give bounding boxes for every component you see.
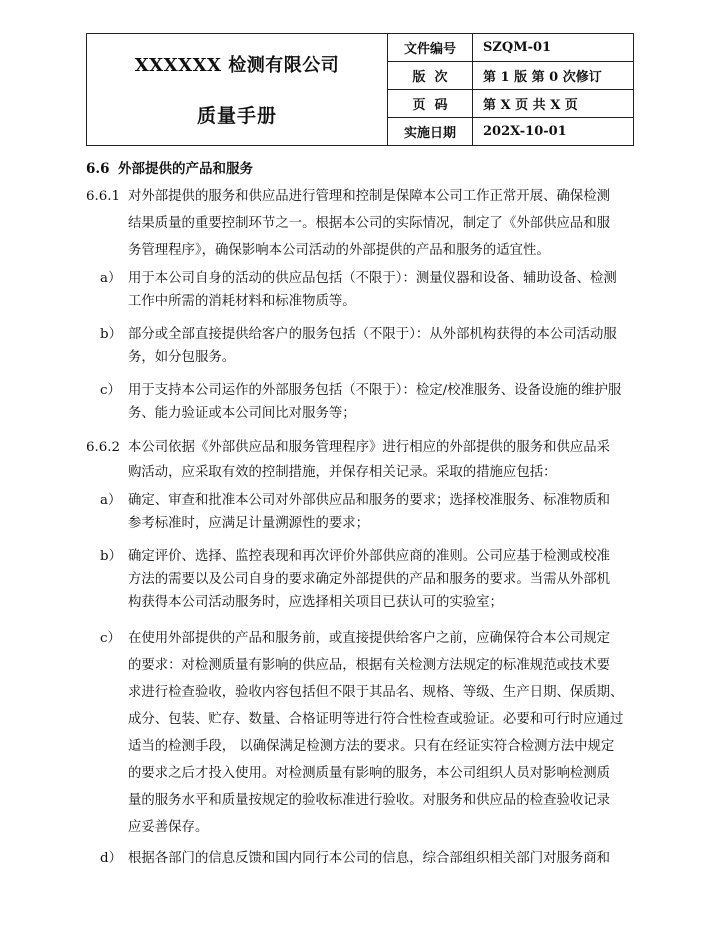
list-item-line: 务，如分包服务。	[128, 350, 236, 365]
list-item-line: 工作中所需的消耗材料和标准物质等。	[128, 294, 356, 309]
list-item-line: 的要求：对检测质量有影响的供应品，根据有关检测方法规定的标准规范或技术要	[128, 658, 611, 673]
section-number: 6.6	[86, 161, 110, 177]
paragraph-line: 购活动，应采取有效的控制措施，并保存相关记录。采取的措施应包括：	[128, 465, 557, 480]
list-marker: c）	[100, 631, 121, 646]
list-item-line: 适当的检测手段， 以确保满足检测方法的要求。只有在经证实符合检测方法中规定	[128, 739, 615, 754]
list-marker: c）	[100, 383, 121, 398]
list-item-line: 在使用外部提供的产品和服务前，或直接提供给客户之前，应确保符合本公司规定	[128, 631, 611, 646]
list-item-line: 的要求之后才投入使用。对检测质量有影响的服务，本公司组织人员对影响检测质	[128, 766, 611, 781]
edition-label: 版 次	[388, 62, 473, 90]
effective-date-label: 实施日期	[388, 118, 473, 146]
list-item-line: 确定评价、选择、监控表现和再次评价外部供应商的准则。公司应基于检测或校准	[128, 549, 611, 564]
section-title: 外部提供的产品和服务	[118, 161, 253, 177]
list-item-line: 应妥善保存。	[128, 820, 209, 835]
company-name: XXXXXX 检测有限公司	[134, 55, 340, 76]
list-item-line: 量的服务水平和质量按规定的验收标准进行验收。对服务和供应品的检查验收记录	[128, 793, 611, 808]
effective-date-value: 202X-10-01	[473, 118, 634, 146]
list-item-line: 用于本公司自身的活动的供应品包括（不限于）：测量仪器和设备、辅助设备、检测	[128, 271, 617, 286]
paragraph-line: 结果质量的重要控制环节之一。根据本公司的实际情况，制定了《外部供应品和服	[128, 216, 611, 231]
list-item-line: 求进行检查验收，验收内容包括但不限于其品名、规格、等级、生产日期、保质期、	[128, 685, 624, 700]
paragraph-line: 对外部提供的服务和供应品进行管理和控制是保障本公司工作正常开展、确保检测	[128, 189, 611, 204]
edition-value: 第 1 版 第 0 次修订	[473, 62, 634, 90]
paragraph-line: 务管理程序》，确保影响本公司活动的外部提供的产品和服务的适宜性。	[128, 243, 550, 258]
list-item-line: 部分或全部直接提供给客户的服务包括（不限于）：从外部机构获得的本公司活动服	[128, 327, 617, 342]
list-item-line: 成分、包装、贮存、数量、合格证明等进行符合性检查或验证。必要和可行时应通过	[128, 712, 624, 727]
page-value: 第 X 页 共 X 页	[473, 90, 634, 118]
list-item-line: 构获得本公司活动服务时，应选择相关项目已获认可的实验室；	[128, 595, 503, 610]
list-item-line: 参考标准时，应满足计量溯源性的要求；	[128, 516, 370, 531]
list-item-line: 方法的需要以及公司自身的要求确定外部提供的产品和服务的要求。当需从外部机	[128, 572, 611, 587]
list-marker: a）	[100, 271, 122, 286]
list-marker: a）	[100, 493, 122, 508]
clause-number-6-6-1: 6.6.1	[86, 189, 121, 204]
list-item-line: 确定、审查和批准本公司对外部供应品和服务的要求；选择校准服务、标准物质和	[128, 493, 611, 508]
paragraph-line: 本公司依据《外部供应品和服务管理程序》进行相应的外部提供的服务和供应品采	[128, 440, 611, 455]
list-marker: b）	[100, 327, 122, 342]
doc-number-value: SZQM-01	[473, 34, 634, 62]
list-item-line: 务、能力验证或本公司间比对服务等；	[128, 406, 356, 421]
manual-title: 质量手册	[196, 105, 277, 127]
list-marker: b）	[100, 549, 122, 564]
list-marker: d）	[100, 851, 122, 866]
page-label: 页 码	[388, 90, 473, 118]
list-item-line: 根据各部门的信息反馈和国内同行本公司的信息，综合部组织相关部门对服务商和	[128, 851, 611, 866]
clause-number-6-6-2: 6.6.2	[86, 440, 121, 455]
company-title-cell	[87, 34, 388, 146]
list-item-line: 用于支持本公司运作的外部服务包括（不限于）：检定/校准服务、设备设施的维护服	[128, 383, 622, 398]
document-header-table	[86, 33, 634, 146]
doc-number-label: 文件编号	[388, 34, 473, 62]
